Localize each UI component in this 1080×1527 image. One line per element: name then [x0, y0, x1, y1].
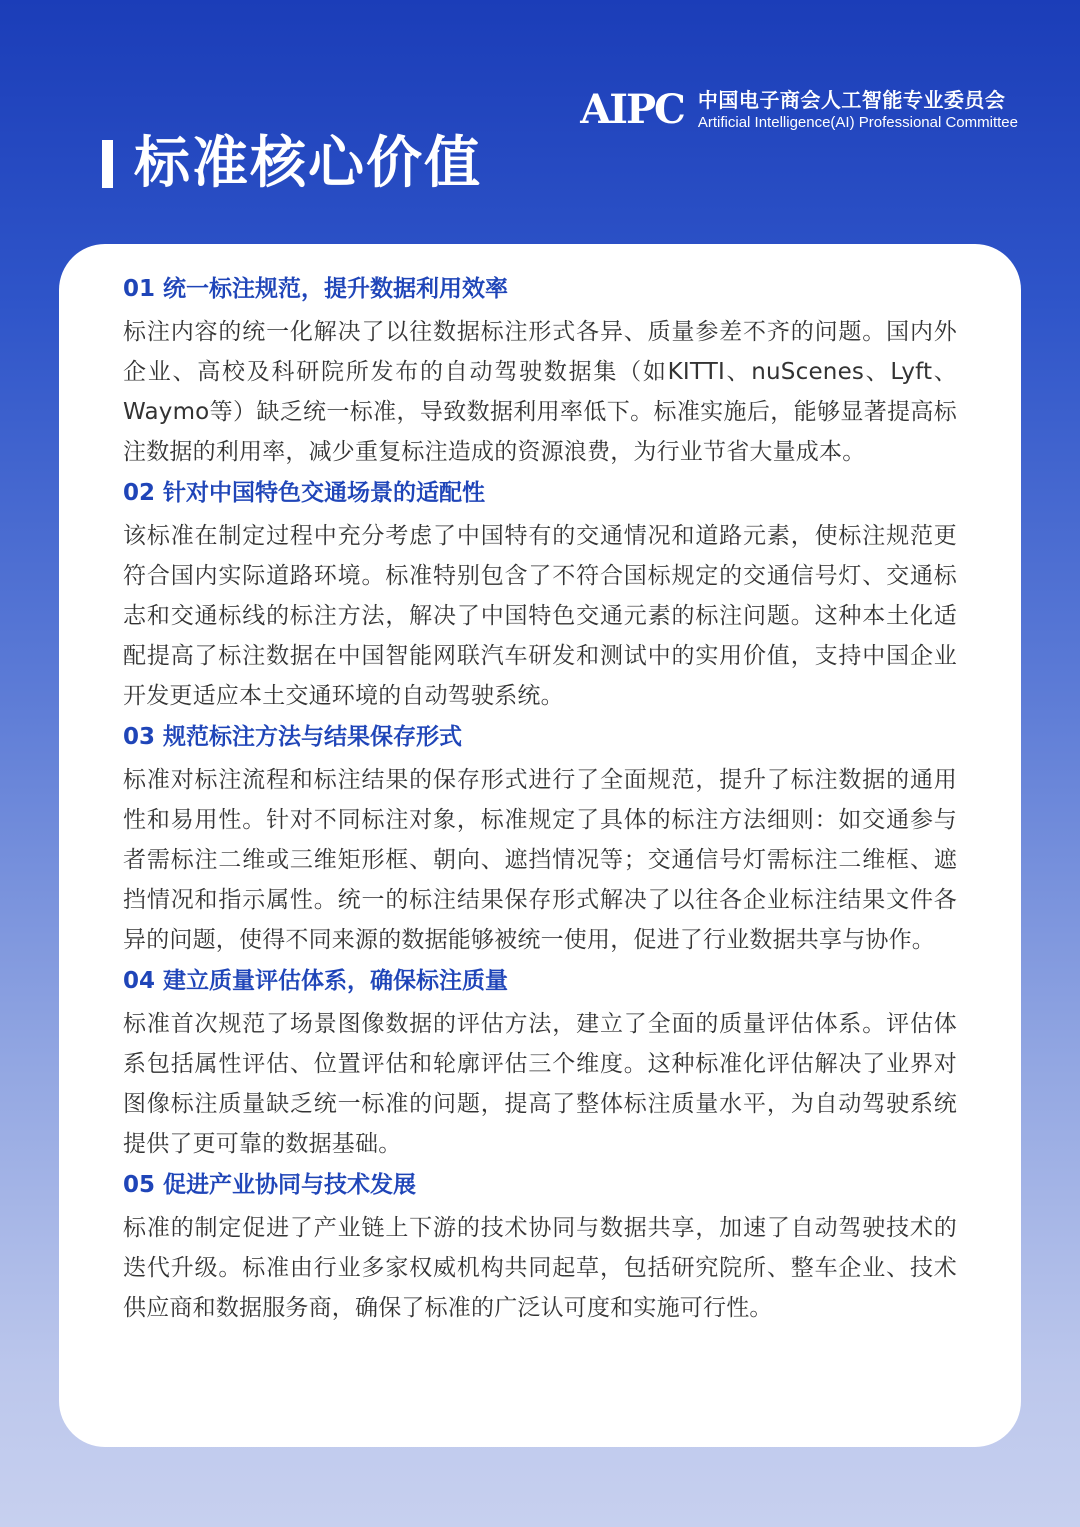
section-body-03: 标准对标注流程和标注结果的保存形式进行了全面规范，提升了标注数据的通用性和易用性。针对不同标注对象，标准规定了具体的标注方法细则：如交通参与者需标注二维或三维矩形框、朝向、遮挡情况等；交通信号灯需标注二维框、遮挡情况和指示属性。统一的标注结果保存形式解决了以往各企业标注结果文件各异的问题，使得不同来源的数据能够被统一使用，促进了行业数据共享与协作。 [123, 767, 957, 953]
section-heading-01: 01 统一标注规范，提升数据利用效率 [123, 276, 509, 302]
page-title: 标准核心价值 [134, 131, 482, 196]
logo-text [698, 88, 1018, 132]
section-body-01: 标注内容的统一化解决了以往数据标注形式各异、质量参差不齐的问题。国内外企业、高校及科研院所发布的自动驾驶数据集（如KITTI、nuScenes、Lyft、Waymo等）缺乏统一标准，导致数据利用率低下。标准实施后，能够显著提高标注数据的利用率，减少重复标注造成的资源浪费，为行业节省大量成本。 [123, 319, 957, 465]
section-body-02: 该标准在制定过程中充分考虑了中国特有的交通情况和道路元素，使标注规范更符合国内实际道路环境。标准特别包含了不符合国标规定的交通信号灯、交通标志和交通标线的标注方法，解决了中国特色交通元素的标注问题。这种本土化适配提高了标注数据在中国智能网联汽车研发和测试中的实用价值，支持中国企业开发更适应本土交通环境的自动驾驶系统。 [123, 523, 957, 709]
org-name-en: Artificial Intelligence(AI) Professional Committee [697, 114, 1018, 131]
aipc-logo-mark: AIPC [580, 86, 684, 133]
org-name-cn: 中国电子商会人工智能专业委员会 [697, 88, 1006, 112]
section-heading-04: 04 建立质量评估体系，确保标注质量 [123, 968, 509, 994]
section-heading-02: 02 针对中国特色交通场景的适配性 [123, 480, 486, 506]
title-accent-bar [102, 140, 113, 188]
content-card [59, 244, 1021, 1447]
committee-logo [580, 88, 1018, 132]
section-heading-03: 03 规范标注方法与结果保存形式 [123, 724, 463, 750]
section-body-04: 标准首次规范了场景图像数据的评估方法，建立了全面的质量评估体系。评估体系包括属性评估、位置评估和轮廓评估三个维度。这种标准化评估解决了业界对图像标注质量缺乏统一标准的问题，提高了整体标注质量水平，为自动驾驶系统提供了更可靠的数据基础。 [123, 1011, 957, 1157]
section-body-05: 标准的制定促进了产业链上下游的技术协同与数据共享，加速了自动驾驶技术的迭代升级。标准由行业多家权威机构共同起草，包括研究院所、整车企业、技术供应商和数据服务商，确保了标准的广泛认可度和实施可行性。 [123, 1215, 957, 1321]
section-heading-05: 05 促进产业协同与技术发展 [123, 1172, 417, 1198]
